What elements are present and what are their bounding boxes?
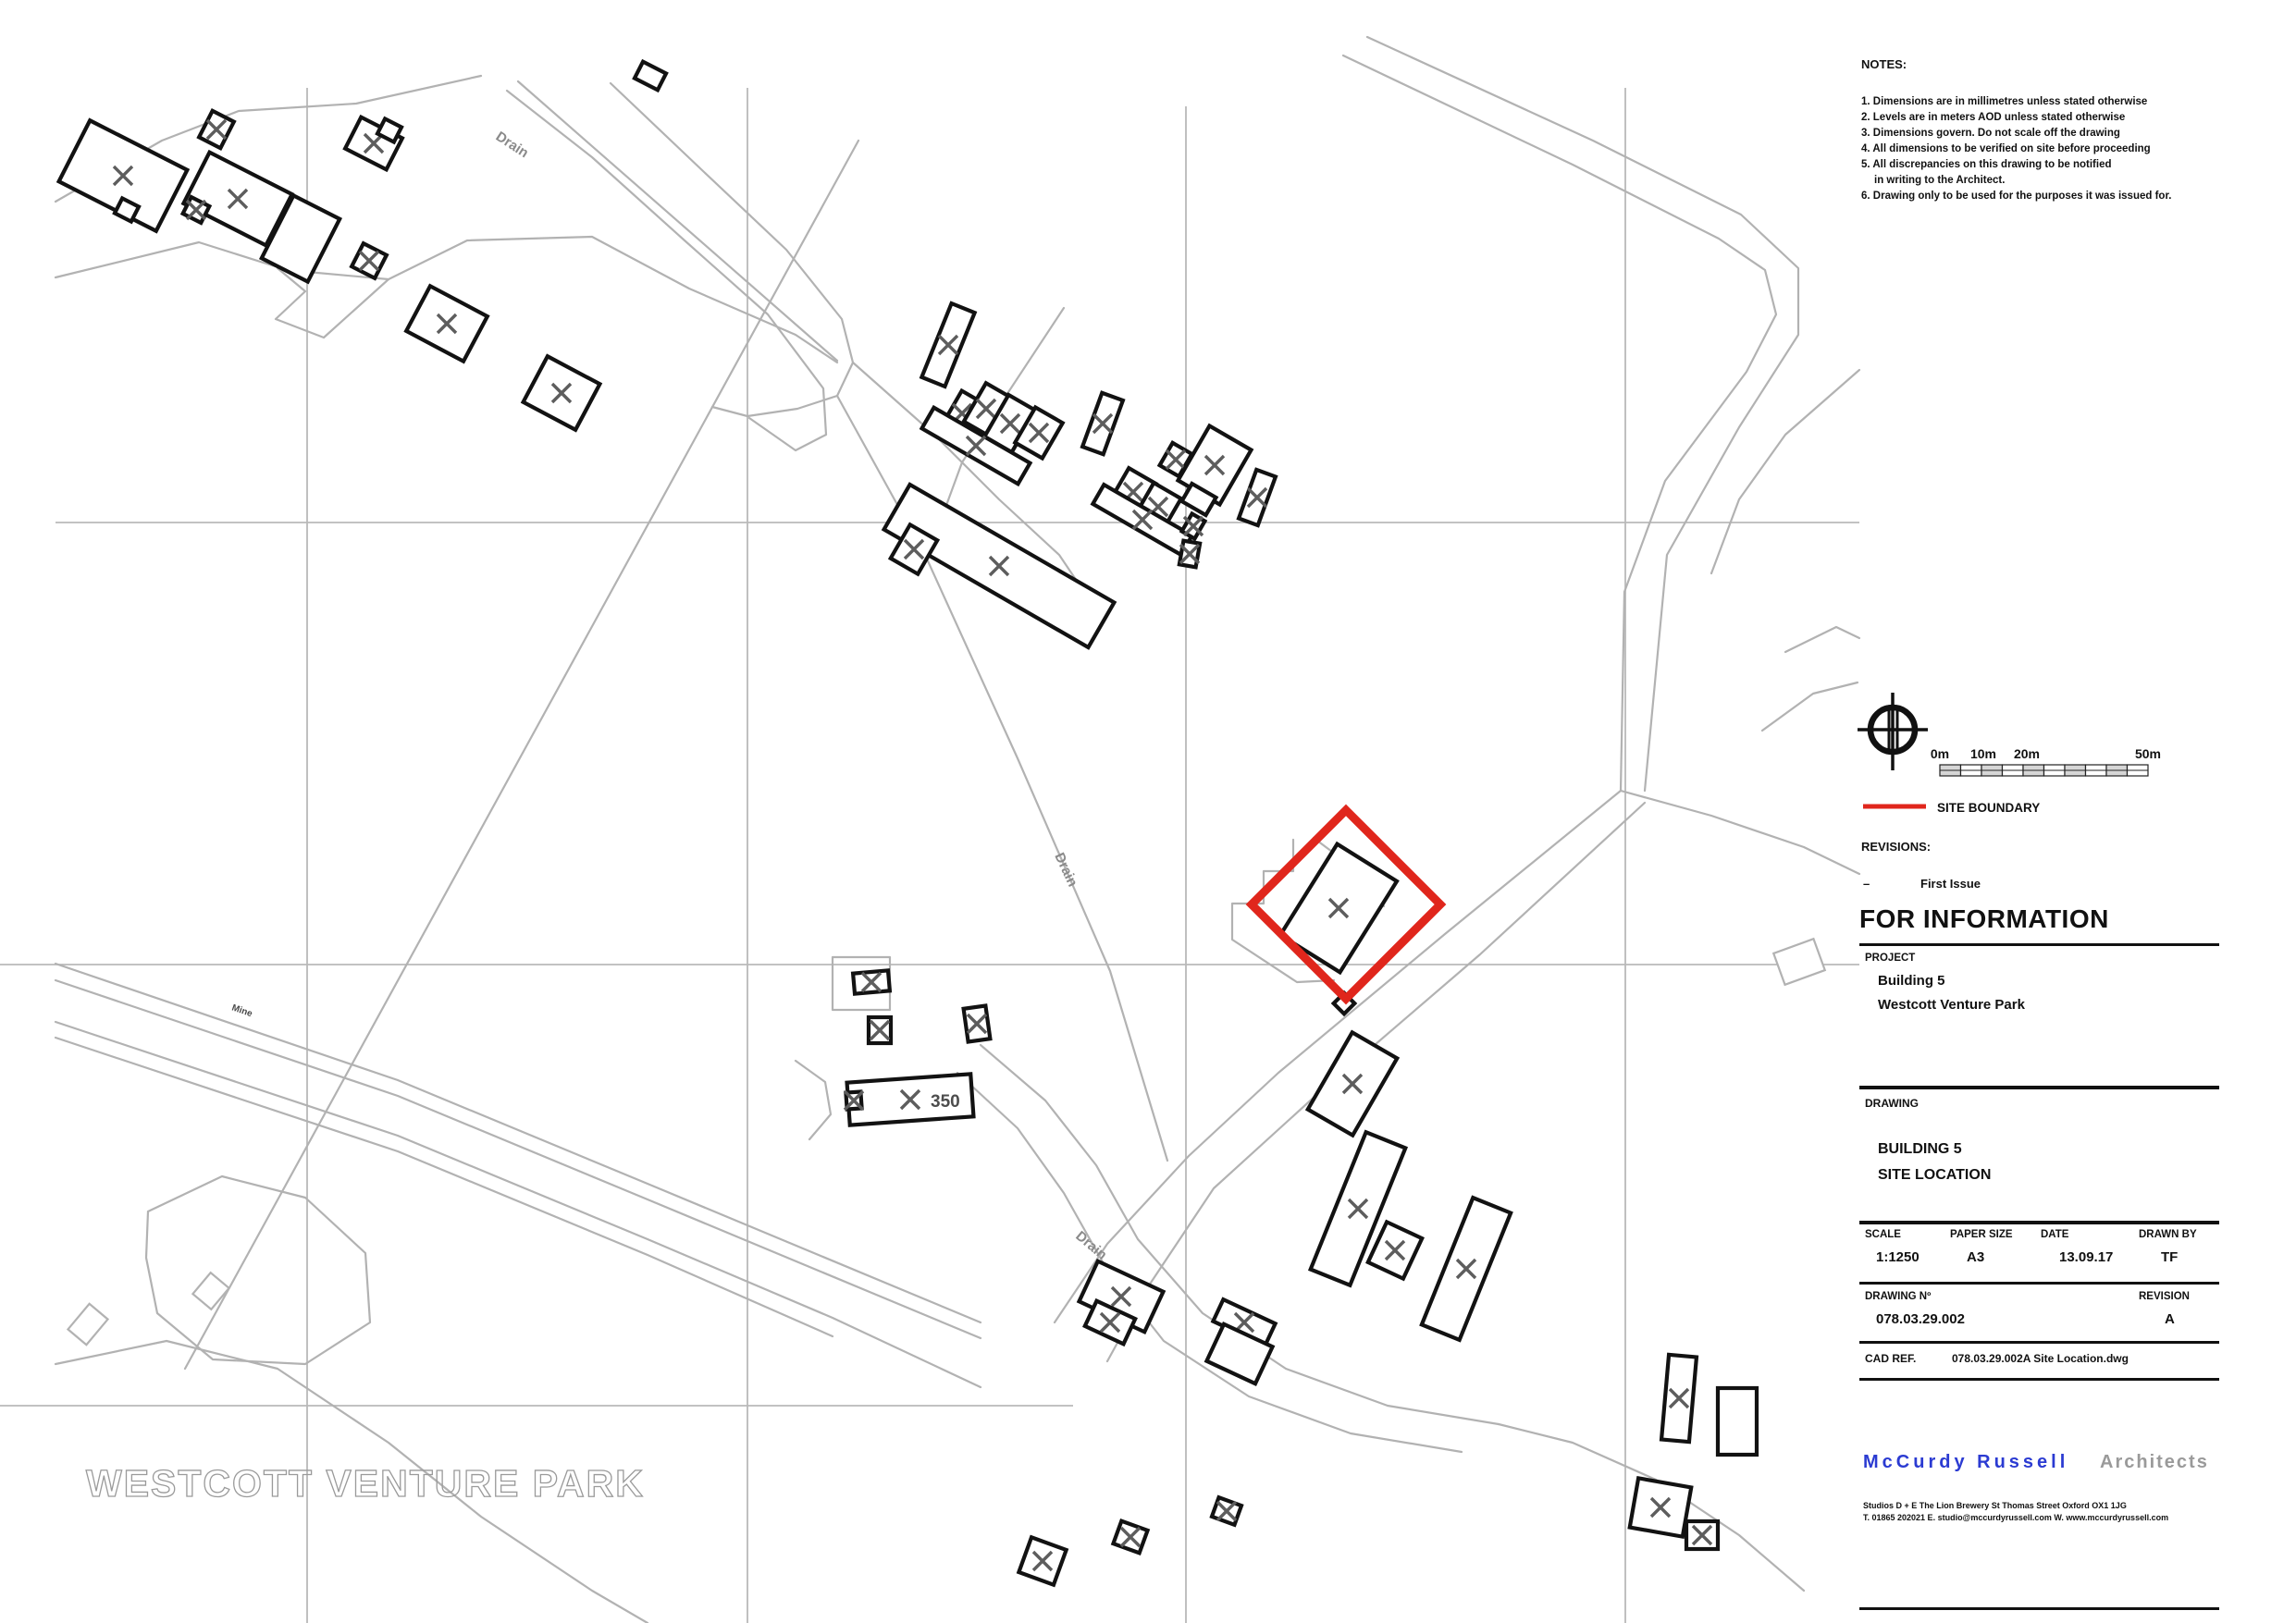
divider	[1859, 1341, 2219, 1344]
divider	[1859, 943, 2219, 946]
scale-bar-label: 50m	[2134, 746, 2162, 761]
divider	[1859, 1378, 2219, 1381]
drawing-number-label: DRAWING Nº	[1865, 1291, 1932, 1302]
drawing-number-value: 078.03.29.002	[1876, 1311, 1965, 1327]
revision-mark: –	[1863, 877, 1870, 891]
scale-value: 1:1250	[1876, 1249, 1920, 1265]
road-line	[56, 1038, 833, 1336]
north-arrow-icon	[1858, 693, 1928, 770]
cad-ref-value: 078.03.29.002A Site Location.dwg	[1952, 1352, 2129, 1365]
project-line2: Westcott Venture Park	[1878, 997, 2025, 1013]
drawn-by-label: DRAWN BY	[2139, 1229, 2197, 1240]
project-line1: Building 5	[1878, 973, 1945, 989]
date-value: 13.09.17	[2059, 1249, 2114, 1265]
scale-bar-label: 0m	[1930, 746, 1950, 761]
map-label: Drain	[1072, 1228, 1110, 1263]
firm-name: McCurdy Russell	[1863, 1452, 2069, 1472]
building	[1718, 1388, 1757, 1455]
firm-address: Studios D + E The Lion Brewery St Thomas Street Oxford OX1 1JG	[1863, 1501, 2127, 1510]
road-line	[1621, 791, 1859, 874]
road-line	[56, 964, 981, 1322]
note-1: 1. Dimensions are in millimetres unless stated otherwise	[1861, 96, 2148, 107]
outbuilding	[68, 1304, 107, 1345]
building	[635, 62, 666, 91]
revision-label: REVISION	[2139, 1291, 2190, 1302]
divider	[1859, 1221, 2219, 1224]
road-line	[1367, 37, 1798, 791]
scale-bar-label: 20m	[2013, 746, 2041, 761]
map-label: Drain	[492, 129, 532, 162]
divider	[1859, 1086, 2219, 1089]
revision-description: First Issue	[1920, 877, 1981, 891]
status-stamp: FOR INFORMATION	[1859, 904, 2109, 933]
paper-size-label: PAPER SIZE	[1950, 1229, 2013, 1240]
road-line	[1762, 682, 1858, 731]
note-5: 5. All discrepancies on this drawing to be notified	[1861, 159, 2112, 170]
notes-title: NOTES:	[1861, 57, 1907, 71]
project-label: PROJECT	[1865, 953, 1916, 964]
note-4: 4. All dimensions to be verified on site before proceeding	[1861, 143, 2151, 154]
map-label: 350	[931, 1092, 960, 1112]
scale-bar-label: 10m	[1969, 746, 1997, 761]
road-line	[1343, 55, 1776, 791]
road-line	[56, 1022, 981, 1387]
map-label: Drain	[1051, 850, 1080, 890]
divider	[1859, 1607, 2219, 1610]
road-line	[1785, 627, 1859, 652]
drawing-line1: BUILDING 5	[1878, 1141, 1962, 1157]
revision-value: A	[2165, 1311, 2175, 1327]
map-label: Mine	[230, 1002, 254, 1020]
road-line	[56, 980, 981, 1338]
outbuilding	[192, 1273, 228, 1309]
outbuilding	[1773, 939, 1825, 985]
divider	[1859, 1282, 2219, 1285]
paper-size-value: A3	[1967, 1249, 1985, 1265]
drawing-line2: SITE LOCATION	[1878, 1167, 1992, 1183]
scale-bar	[1931, 746, 2161, 776]
road-line	[796, 1061, 831, 1139]
drawing-label: DRAWING	[1865, 1097, 1919, 1110]
note-6: 6. Drawing only to be used for the purposes it was issued for.	[1861, 191, 2172, 202]
firm-contact: T. 01865 202021 E. studio@mccurdyrussell.com W. www.mccurdyrussell.com	[1863, 1513, 2169, 1522]
drawn-by-value: TF	[2161, 1249, 2179, 1265]
cad-ref-label: CAD REF.	[1865, 1352, 1917, 1365]
note-5-continued: in writing to the Architect.	[1874, 175, 2006, 186]
site-watermark-text: WESTCOTT VENTURE PARK	[86, 1462, 645, 1505]
site-boundary-legend-label: SITE BOUNDARY	[1937, 801, 2041, 815]
note-2: 2. Levels are in meters AOD unless stated otherwise	[1861, 112, 2126, 123]
legend-site-boundary	[1863, 801, 2040, 815]
revisions-title: REVISIONS:	[1861, 840, 1932, 854]
road-line	[611, 83, 853, 416]
road-line	[185, 141, 858, 1369]
scale-label: SCALE	[1865, 1229, 1901, 1240]
road-line	[518, 81, 837, 361]
note-3: 3. Dimensions govern. Do not scale off the drawing	[1861, 128, 2120, 139]
firm-name-secondary: Architects	[2100, 1452, 2209, 1472]
date-label: DATE	[2041, 1229, 2069, 1240]
road-line	[146, 1176, 370, 1364]
road-line	[1711, 370, 1859, 573]
